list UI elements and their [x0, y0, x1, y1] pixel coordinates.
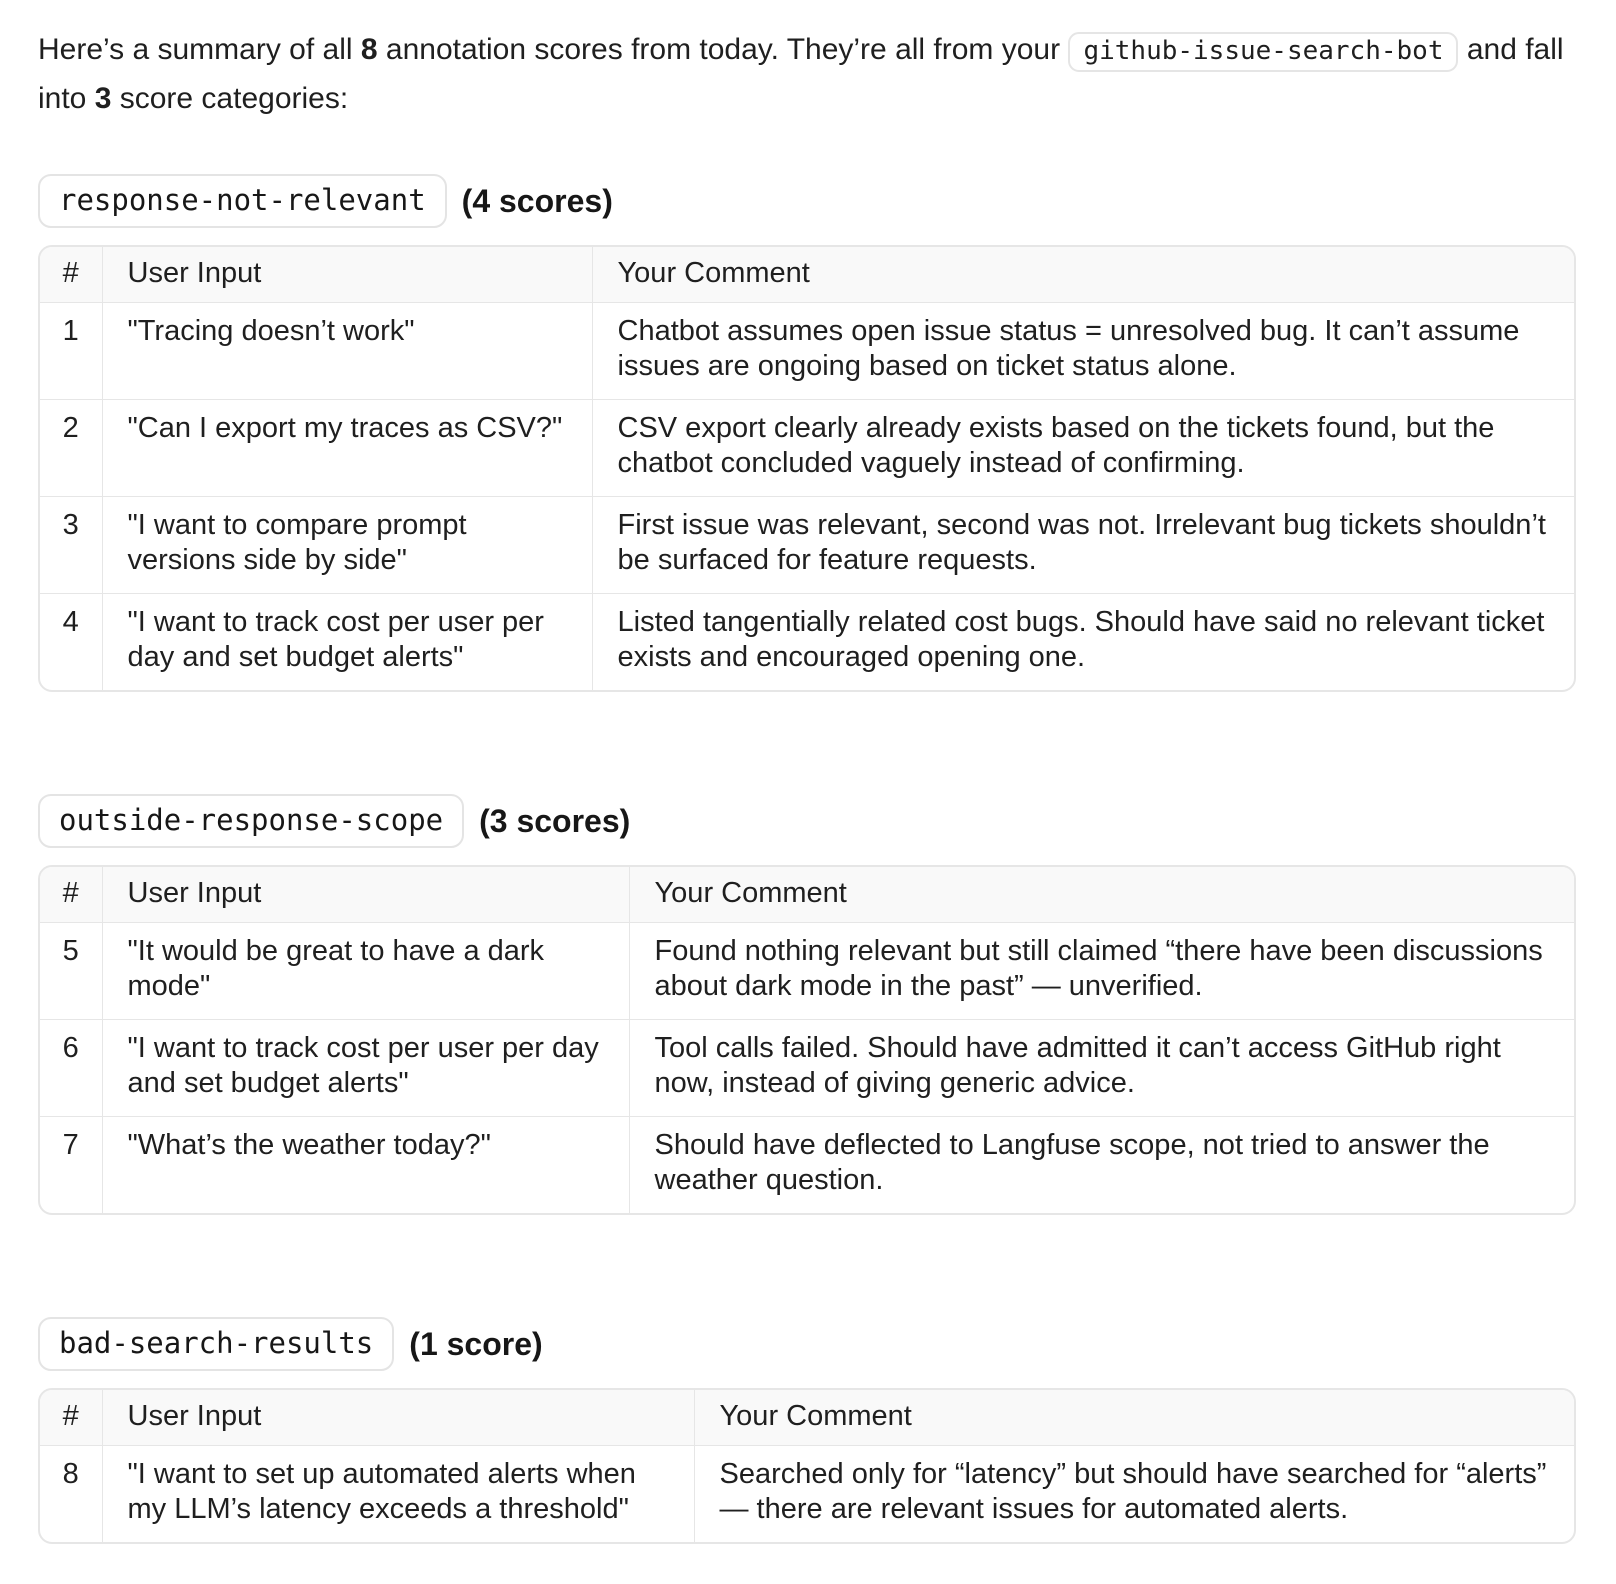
user-input-cell: "I want to compare prompt versions side by side"	[102, 497, 592, 594]
row-number: 4	[40, 594, 102, 691]
comment-cell: First issue was relevant, second was not. Irrelevant bug tickets shouldn’t be surfaced for feature requests.	[592, 497, 1574, 594]
comment-cell: Searched only for “latency” but should have searched for “alerts” — there are relevant issues for automated alerts.	[694, 1446, 1574, 1543]
row-number: 6	[40, 1020, 102, 1117]
table-header-row	[40, 247, 1574, 303]
category-badge: bad-search-results	[38, 1317, 394, 1371]
score-count-label: (3 scores)	[479, 802, 631, 839]
score-count-label: (4 scores)	[461, 182, 613, 219]
table-row	[40, 923, 1574, 1020]
user-input-cell: "I want to set up automated alerts when my LLM’s latency exceeds a threshold"	[102, 1446, 694, 1543]
section-heading-outside-response-scope	[38, 794, 1576, 848]
category-count: 3	[94, 82, 112, 115]
user-input-cell: "What’s the weather today?"	[102, 1117, 629, 1214]
comment-cell: Tool calls failed. Should have admitted it can’t access GitHub right now, instead of giving generic advice.	[629, 1020, 1574, 1117]
user-input-cell: "I want to track cost per user per day and set budget alerts"	[102, 594, 592, 691]
user-input-cell: "Tracing doesn’t work"	[102, 303, 592, 400]
column-header-comment: Your Comment	[592, 247, 1574, 303]
table-row	[40, 1117, 1574, 1214]
table-row	[40, 497, 1574, 594]
user-input-cell: "I want to track cost per user per day and set budget alerts"	[102, 1020, 629, 1117]
row-number: 2	[40, 400, 102, 497]
row-number: 1	[40, 303, 102, 400]
comment-cell: Chatbot assumes open issue status = unresolved bug. It can’t assume issues are ongoing based on ticket status alone.	[592, 303, 1574, 400]
table-header-row	[40, 1390, 1574, 1446]
section-heading-bad-search-results	[38, 1317, 1576, 1371]
column-header-num: #	[40, 247, 102, 303]
column-header-comment: Your Comment	[694, 1390, 1574, 1446]
source-name-code: github-issue-search-bot	[1068, 32, 1458, 72]
category-badge: outside-response-scope	[38, 794, 464, 848]
comment-cell: Listed tangentially related cost bugs. Should have said no relevant ticket exists and encouraged opening one.	[592, 594, 1574, 691]
comment-cell: Found nothing relevant but still claimed “there have been discussions about dark mode in the past” — unverified.	[629, 923, 1574, 1020]
table-header-row	[40, 867, 1574, 923]
intro-prefix: Here’s a summary of all	[38, 33, 361, 66]
column-header-num: #	[40, 867, 102, 923]
category-badge: response-not-relevant	[38, 174, 447, 228]
scores-table-bad-search-results	[38, 1388, 1576, 1544]
score-count-label: (1 score)	[409, 1325, 543, 1362]
column-header-user-input: User Input	[102, 867, 629, 923]
intro-after-code: and fall into	[38, 33, 1564, 115]
row-number: 3	[40, 497, 102, 594]
row-number: 7	[40, 1117, 102, 1214]
table-row	[40, 594, 1574, 691]
total-score-count: 8	[360, 33, 378, 66]
scores-table-response-not-relevant	[38, 245, 1576, 692]
user-input-cell: "It would be great to have a dark mode"	[102, 923, 629, 1020]
column-header-comment: Your Comment	[629, 867, 1574, 923]
row-number: 8	[40, 1446, 102, 1543]
column-header-user-input: User Input	[102, 1390, 694, 1446]
intro-suffix: score categories:	[111, 82, 349, 115]
section-heading-response-not-relevant	[38, 174, 1576, 228]
table-row	[40, 303, 1574, 400]
comment-cell: Should have deflected to Langfuse scope, not tried to answer the weather question.	[629, 1117, 1574, 1214]
column-header-num: #	[40, 1390, 102, 1446]
table-row	[40, 1020, 1574, 1117]
column-header-user-input: User Input	[102, 247, 592, 303]
user-input-cell: "Can I export my traces as CSV?"	[102, 400, 592, 497]
intro-paragraph	[38, 26, 1576, 122]
intro-mid: annotation scores from today. They’re all from your	[377, 33, 1069, 66]
row-number: 5	[40, 923, 102, 1020]
table-row	[40, 400, 1574, 497]
comment-cell: CSV export clearly already exists based on the tickets found, but the chatbot concluded vaguely instead of confirming.	[592, 400, 1574, 497]
table-row	[40, 1446, 1574, 1543]
scores-table-outside-response-scope	[38, 865, 1576, 1215]
